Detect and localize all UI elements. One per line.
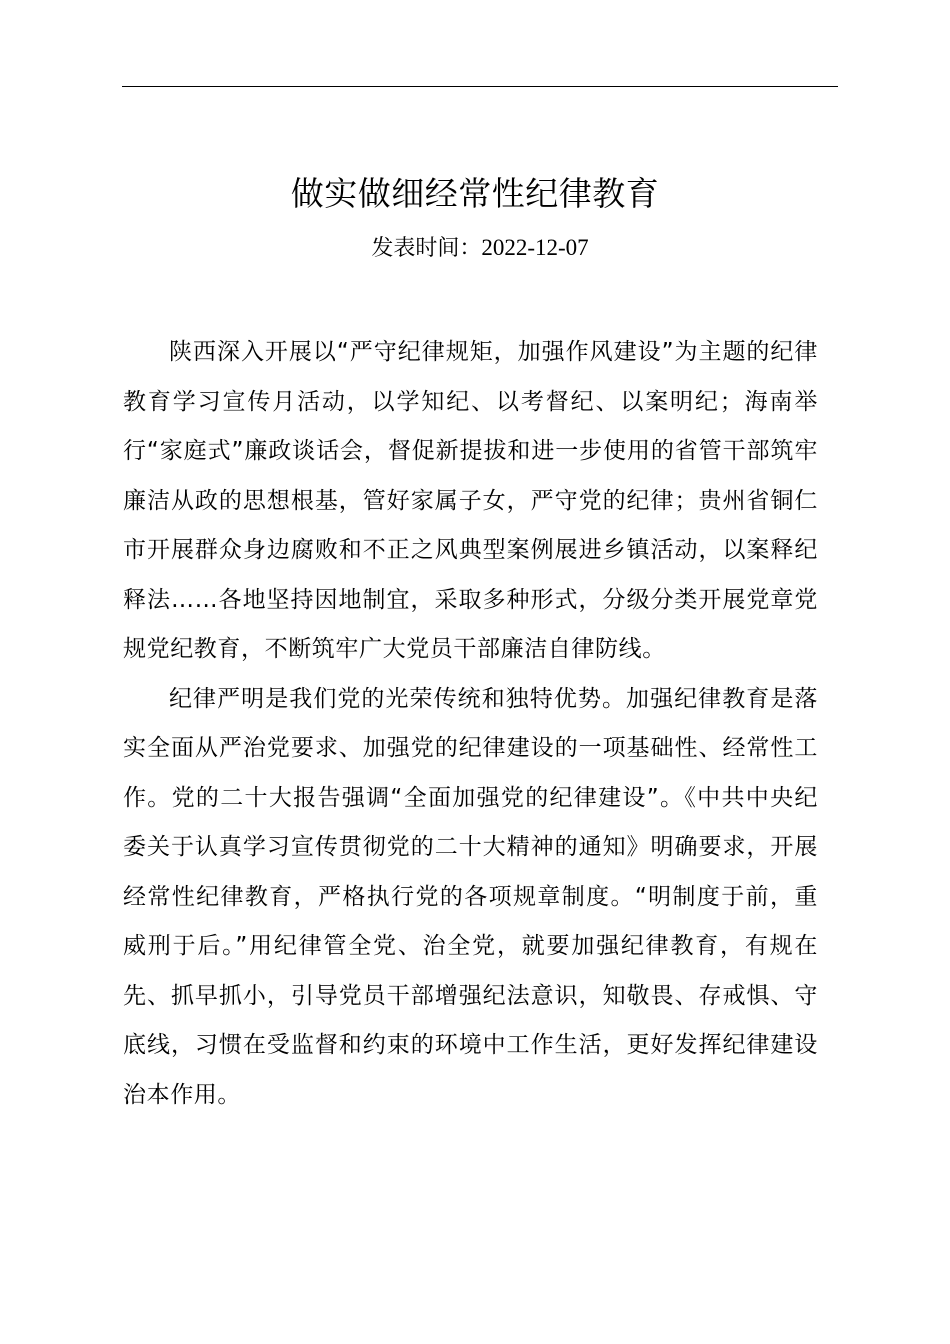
paragraph: 纪律严明是我们党的光荣传统和独特优势。加强纪律教育是落实全面从严治党要求、加强党的纪律建设的一项基础性、经常性工作。党的二十大报告强调“全面加强党的纪律建设”。《中共中央纪委关于认真学习宣传贯彻党的二十大精神的通知》明确要求，开展经常性纪律教育，严格执行党的各项规章制度。“明制度于前，重威刑于后。”用纪律管全党、治全党，就要加强纪律教育，有规在先、抓早抓小，引导党员干部增强纪法意识，知敬畏、存戒惧、守底线，习惯在受监督和约束的环境中工作生活，更好发挥纪律建设治本作用。 [123,685,818,1108]
article-title: 做实做细经常性纪律教育 [290,174,660,213]
publish-date-label: 发表时间： [371,236,482,261]
header-rule [122,86,838,87]
publish-date [0,230,950,267]
publish-date-value: 2022-12-07 [481,235,589,260]
article-body [123,328,818,1120]
paragraph: 陕西深入开展以“严守纪律规矩，加强作风建设”为主题的纪律教育学习宣传月活动，以学知纪、以考督纪、以案明纪；海南举行“家庭式”廉政谈话会，督促新提拔和进一步使用的省管干部筑牢廉洁从政的思想根基，管好家属子女，严守党的纪律；贵州省铜仁市开展群众身边腐败和不正之风典型案例展进乡镇活动，以案释纪释法……各地坚持因地制宜，采取多种形式，分级分类开展党章党规党纪教育，不断筑牢广大党员干部廉洁自律防线。 [123,339,818,662]
